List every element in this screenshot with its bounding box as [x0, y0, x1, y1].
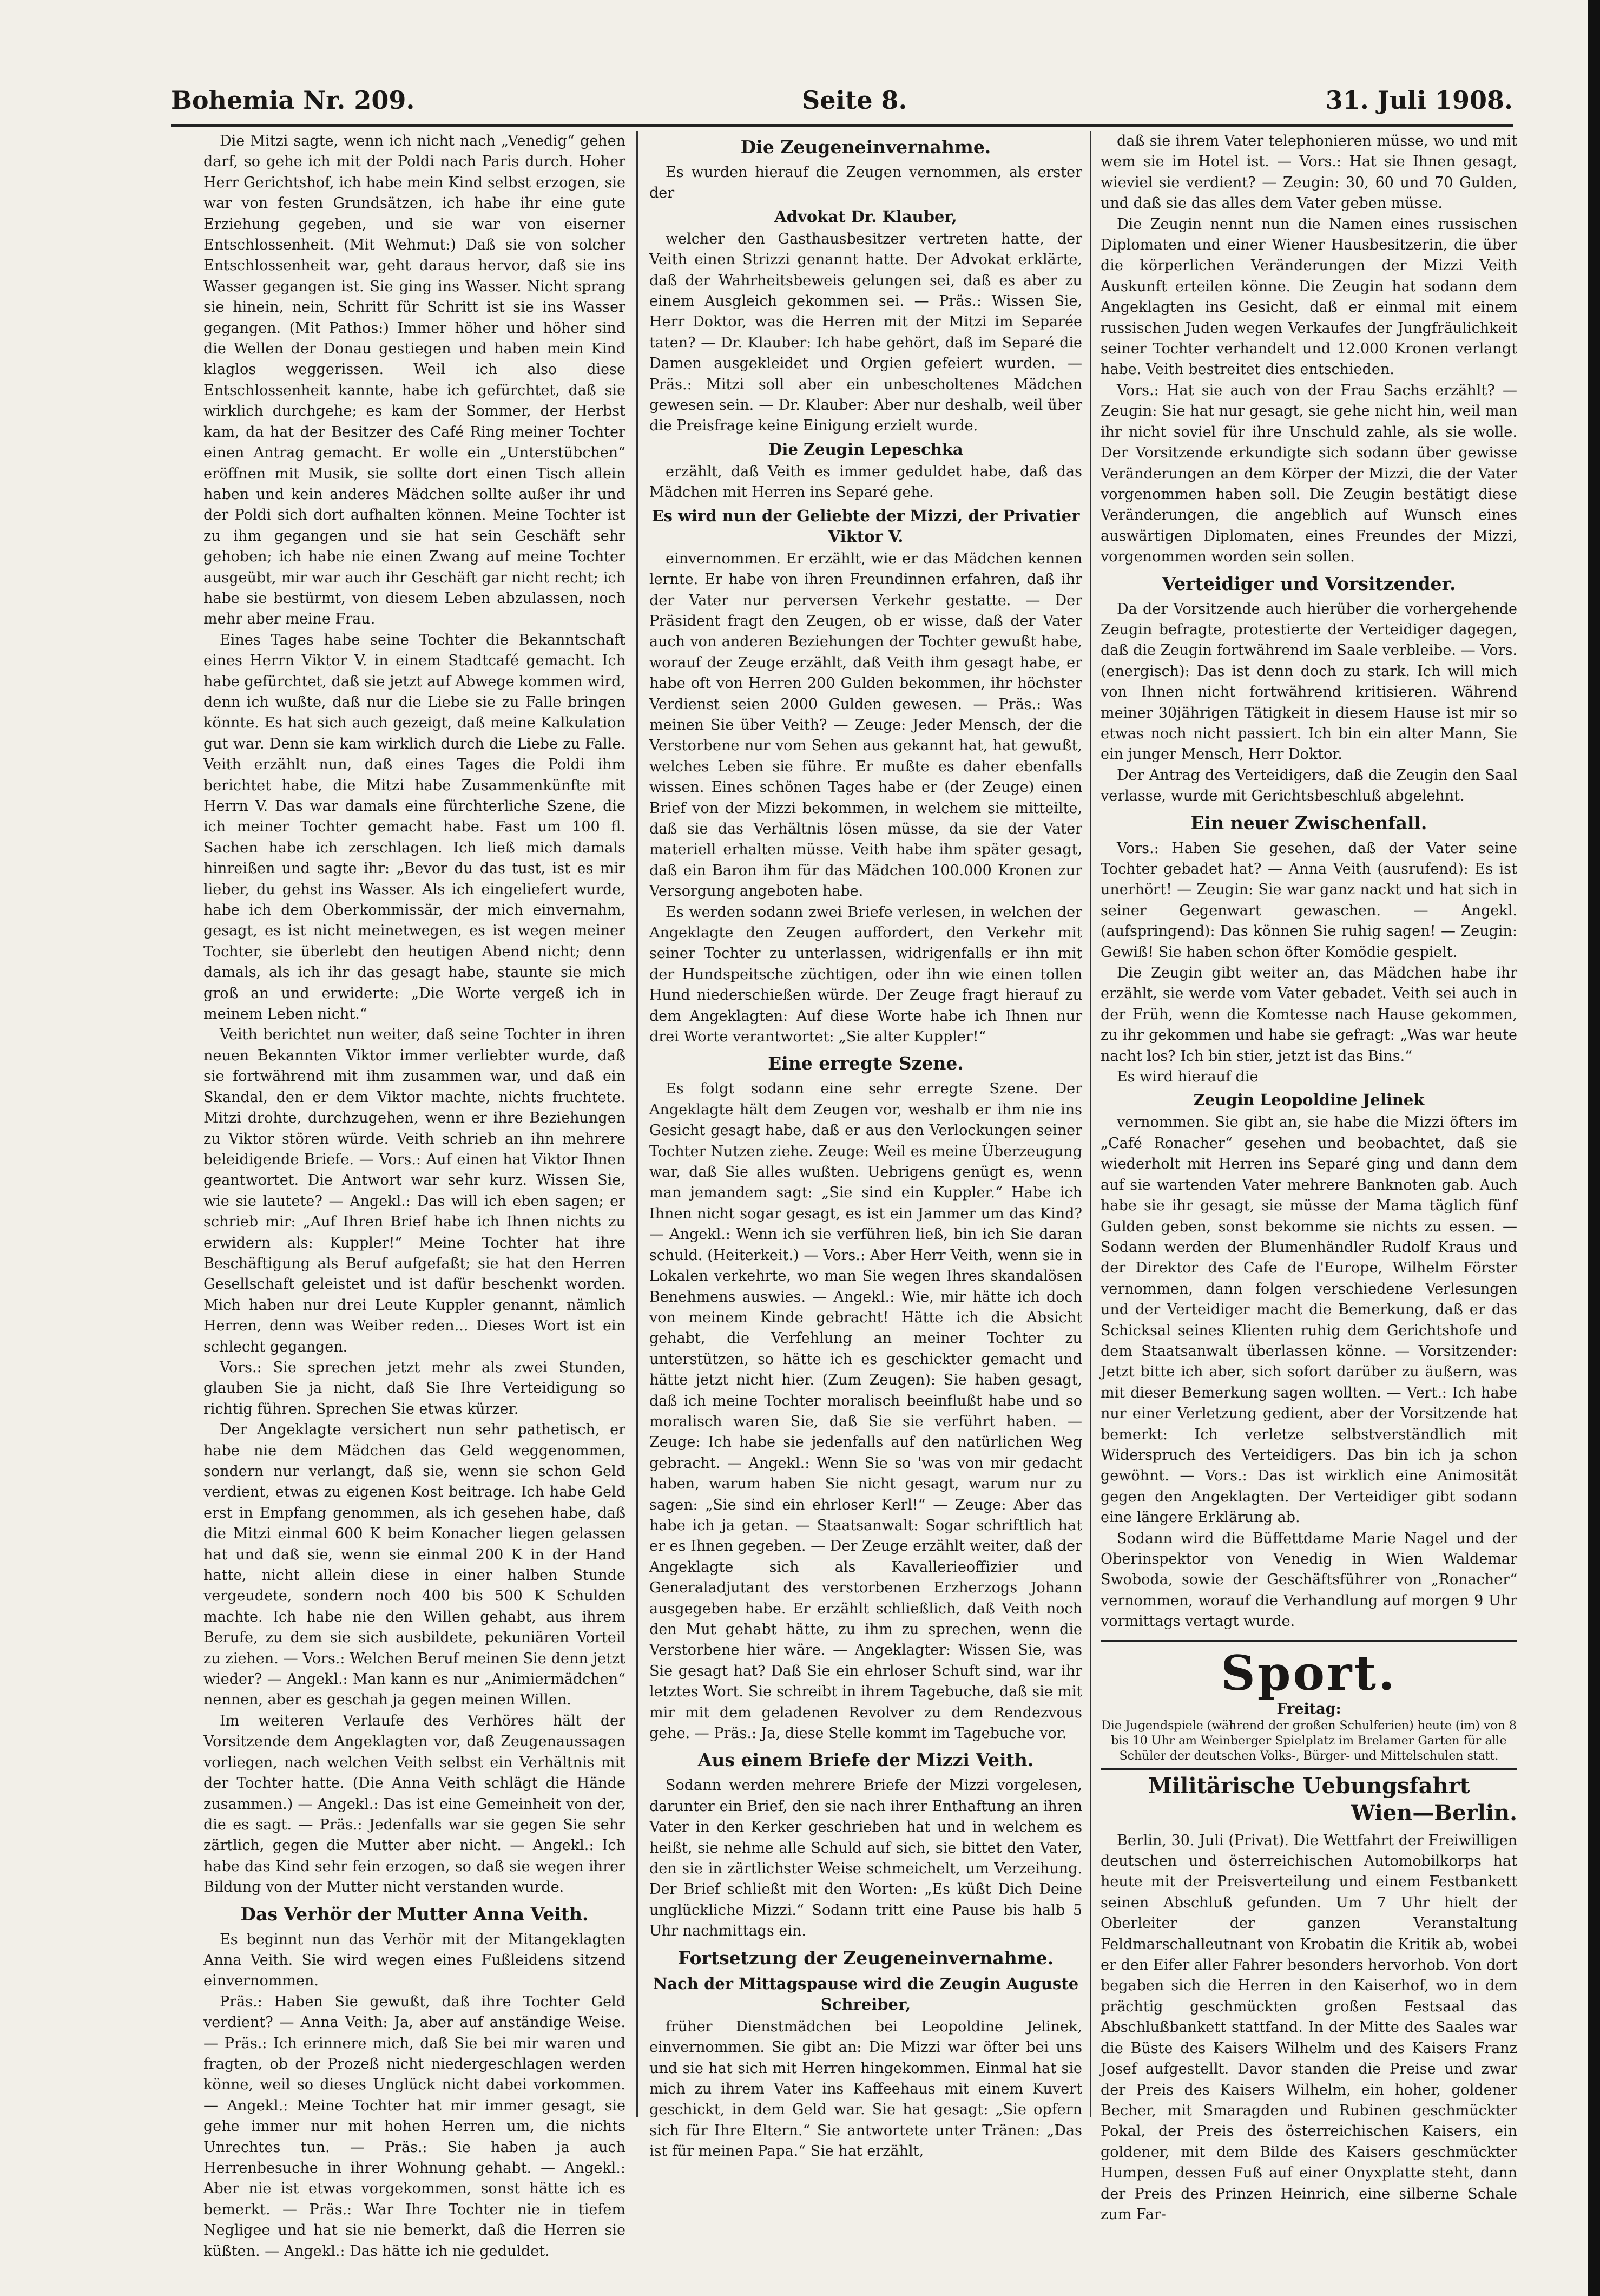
- paragraph: Eines Tages habe seine Tochter die Bekanntschaft eines Herrn Viktor V. in einem Stadtcafé gemacht. Ich habe gefürchtet, daß sie jetzt auf Abwege kommen wird, denn ich wußte, daß nur die Liebe sie zu Falle bringen könnte. Es hat sich auch gezeigt, daß meine Kalkulation gut war. Denn sie kam wirklich durch die Liebe zu Falle. Veith erzählt nun, daß eines Tages die Poldi ihm berichtet habe, die Mitzi habe Zusammenkünfte mit Herrn V. Das war damals eine fürchterliche Szene, die ich meiner Tochter gemacht habe. Fast um 100 fl. Sachen habe ich zerschlagen. Ich ließ mich damals hinreißen und sagte ihr: „Bevor du das tust, ist es mir lieber, du gehst ins Wasser. Als ich eingeliefert wurde, habe ich dem Oberkommissär, der mich einvernahm, gesagt, es ist nicht meinetwegen, es ist wegen meiner Tochter, sie überlebt den heutigen Abend nicht; denn damals, als ich ihr das gesagt habe, staunte sie mich groß an und erwiderte: „Die Worte vergeß ich in meinem Leben nicht.“: [203, 631, 625, 1023]
- paragraph: vernommen. Sie gibt an, sie habe die Mizzi öfters im „Café Ronacher“ gesehen und beobachtet, daß sie wiederholt mit Herren ins Separé ging und dann dem auf sie wartenden Vater mehrere Banknoten gab. Auch habe sie ihr gesagt, sie müsse der Mama täglich fünf Gulden geben, sonst bekomme sie nichts zu essen. — Sodann werden der Blumenhändler Rudolf Kraus und der Direktor des Cafe de l'Europe, Wilhelm Förster vernommen, dann folgen verschiedene Verlesungen und der Verteidiger macht die Bemerkung, daß er das Schicksal seines Klienten ruhig dem Gerichtshofe und dem Staatsanwalt überlassen könne. — Vorsitzender: Jetzt bitte ich aber, sich sofort darüber zu äußern, was mit dieser Bemerkung sagen wollten. — Vert.: Ich habe nur einer Verletzung gedient, aber der Vorsitzende hat bemerkt: Ich verletze selbstverständlich mit Widerspruch des Verteidigers. Das bin ich ja schon gewöhnt. — Vors.: Das ist wirklich eine Animosität gegen den Angeklagten. Der Verteidiger gibt sodann eine längere Erklärung ab.: [1101, 1114, 1517, 1526]
- witness-heading: Nach der Mittagspause wird die Zeugin Auguste Schreiber,: [653, 1974, 1079, 2013]
- page-header: [171, 81, 1513, 124]
- sport-subheading: Freitag:: [1276, 1700, 1341, 1717]
- column-3: [1101, 131, 1517, 2223]
- section-heading: Das Verhör der Mutter Anna Veith.: [240, 1903, 589, 1925]
- paragraph: früher Dienstmädchen bei Leopoldine Jelinek, einvernommen. Sie gibt an: Die Mizzi war öfter bei uns und sie hat sich mit Herren hingekommen. Einmal hat sie mich zu ihrem Vater ins Kaffeehaus mit einem Kuvert geschickt, in dem Geld war. Sie hat gesagt: „Sie opfern sich für Ihre Eltern.“ Sie antwortete unter Tränen: „Das ist für meinen Papa.“ Sie hat erzählt,: [649, 2018, 1082, 2160]
- section-heading: Fortsetzung der Zeugeneinvernahme.: [677, 1947, 1054, 1969]
- paragraph: Der Antrag des Verteidigers, daß die Zeugin den Saal verlasse, wurde mit Gerichtsbeschluß abgelehnt.: [1101, 766, 1517, 805]
- paragraph: Es wurden hierauf die Zeugen vernommen, als erster der: [649, 164, 1082, 202]
- paragraph: Es wird hierauf die: [1117, 1068, 1259, 1086]
- header-date: 31. Juli 1908.: [1325, 86, 1513, 115]
- sport-note: Die Jugendspiele (während der großen Schulferien) heute (im) von 8 bis 10 Uhr am Weinberger Spielplatz im Brelamer Garten für alle Schüler der deutschen Volks-, Bürger- und Mittelschulen statt.: [1101, 1718, 1517, 1763]
- paragraph: Es beginnt nun das Verhör mit der Mitangeklagten Anna Veith. Sie wird wegen eines Fußleidens sitzend einvernommen.: [203, 1931, 625, 1990]
- section-heading: Ein neuer Zwischenfall.: [1190, 812, 1427, 834]
- paragraph: Veith berichtet nun weiter, daß seine Tochter in ihren neuen Bekannten Viktor immer verliebter wurde, daß sie fortwährend mit ihm zusammen war, und daß ein Skandal, den er dem Viktor machte, nichts fruchtete. Mitzi drohte, durchzugehen, wenn er ihre Beziehungen zu Viktor stören würde. Veith schrieb an ihn mehrere beleidigende Briefe. — Vors.: Auf einen hat Viktor Ihnen geantwortet. Die Antwort war sehr kurz. Wissen Sie, wie sie lautete? — Angekl.: Das will ich eben sagen; er schrieb mir: „Auf Ihren Brief habe ich Ihnen nichts zu erwidern als: Kuppler!“ Meine Tochter hat ihre Beschäftigung als Beruf aufgefaßt; sie hat den Herren Gesellschaft geleistet und ist dafür beschenkt worden. Mich haben nur drei Leute Kuppler genannt, nämlich Herren, denn was Weiber reden... Dieses Wort ist ein schlecht gegangen.: [203, 1026, 625, 1355]
- article-heading-2: Wien—Berlin.: [1351, 1800, 1517, 1826]
- paragraph: Der Angeklagte versichert nun sehr pathetisch, er habe nie dem Mädchen das Geld weggenommen, sondern nur verlangt, daß sie, wenn sie schon Geld verdient, etwas zu eigenen Kost beitrage. Ich habe Geld erst in Empfang genommen, als ich gesehen habe, daß die Mitzi einmal 600 K beim Konacher liegen gelassen hat und daß sie, wenn sie einmal 200 K in der Hand hatte, nicht allein diese in einer halben Stunde vergeudete, sondern noch 400 bis 500 K Schulden machte. Ich habe nie den Willen gehabt, aus ihrem Berufe, zu dem sie sich ausbildete, pekuniären Vorteil zu ziehen. — Vors.: Welchen Beruf meinen Sie denn jetzt wieder? — Angekl.: Man kann es nur „Animiermädchen“ nennen, aber es geschah ja gegen meinen Willen.: [203, 1421, 625, 1709]
- scan-edge: [1588, 0, 1600, 2296]
- sport-title: Sport.: [1221, 1644, 1397, 1701]
- column-1: [203, 131, 625, 2260]
- header-page-number: Seite 8.: [802, 86, 907, 115]
- witness-heading: Die Zeugin Lepeschka: [768, 439, 963, 458]
- column-rule-1: [636, 131, 638, 2117]
- header-rule: [171, 124, 1513, 127]
- sport-section: [1101, 1640, 1517, 1770]
- paragraph: Die Zeugin gibt weiter an, das Mädchen habe ihr erzählt, sie werde vom Vater gebadet. Veith sei auch in der Früh, wenn die Komtesse nach Hause gekommen, zu ihr gekommen und habe sie gefragt: „Was war heute nacht los? Ich bin stier, jetzt ist das Bins.“: [1101, 965, 1517, 1065]
- witness-heading: Zeugin Leopoldine Jelinek: [1193, 1091, 1425, 1110]
- paragraph: Es werden sodann zwei Briefe verlesen, in welchen der Angeklagte den Zeugen auffordert, den Verkehr mit seiner Tochter zu unterlassen, widrigenfalls er ihn mit der Hundspeitsche züchtigen, oder ihn wie einen tollen Hund niederschießen würde. Der Zeuge fragt hierauf zu dem Angeklagten: Auf diese Worte habe ich Ihnen nur drei Worte verantwortet: „Sie alter Kuppler!“: [649, 903, 1082, 1046]
- paragraph: Die Zeugin nennt nun die Namen eines russischen Diplomaten und einer Wiener Hausbesitzerin, die über die körperlichen Veränderungen der Mizzi Veith Auskunft erteilen könne. Die Zeugin hat sodann dem Angeklagten ins Gesicht, daß er einmal mit einem russischen Juden wegen Verkaufes der Jungfräulichkeit seiner Tochter verhandelt und 12.000 Kronen verlangt habe. Veith bestreitet dies entschieden.: [1101, 215, 1517, 378]
- paragraph: Vors.: Sie sprechen jetzt mehr als zwei Stunden, glauben Sie ja nicht, daß Sie Ihre Verteidigung so richtig führen. Sprechen Sie etwas kürzer.: [203, 1359, 625, 1418]
- paragraph: einvernommen. Er erzählt, wie er das Mädchen kennen lernte. Er habe von ihren Freundinnen erfahren, daß ihr der Vater nur perversen Verkehr gestatte. — Der Präsident fragt den Zeugen, ob er wisse, daß der Vater auch von anderen Beziehungen der Tochter gewußt habe, worauf der Zeuge erzählt, daß Veith ihm gesagt habe, er habe oft von Herren 200 Gulden bekommen, ihr höchster Verdienst seien 2000 Gulden gewesen. — Präs.: Was meinen Sie über Veith? — Zeuge: Jeder Mensch, der die Verstorbene nur vom Sehen aus gekannt hat, hat gewußt, welches Leben sie führe. Er mußte es daher ebenfalls wissen. Eines schönen Tages habe er (der Zeuge) einen Brief von der Mizzi bekommen, in welchem sie mitteilte, daß sie das Verhältnis lösen müsse, da sie der Vater materiell erhalten müsse. Veith habe ihm später gesagt, daß ein Baron ihm für das Mädchen 100.000 Kronen zur Versorgung angeboten habe.: [649, 550, 1082, 900]
- paragraph: Es folgt sodann eine sehr erregte Szene. Der Angeklagte hält dem Zeugen vor, weshalb er ihm nie ins Gesicht gesagt habe, daß er aus den Verlockungen seiner Tochter Nutzen ziehe. Zeuge: Weil es meine Überzeugung war, daß Sie alles wußten. Uebrigens genügt es, wenn man jemandem sagt: „Sie sind ein Kuppler.“ Habe ich Ihnen nicht sogar gesagt, es ist ein Jammer um das Kind? — Angekl.: Wenn ich sie verführen ließ, bin ich Sie daran schuld. (Heiterkeit.) — Vors.: Aber Herr Veith, wenn sie in Lokalen verkehrte, wo man Sie wegen Ihres skandalösen Benehmens auswies. — Angekl.: Wie, mir hätte ich doch von meinem Kinde gebracht! Hätte ich die Absicht gehabt, die Verfehlung an meiner Tochter zu unterstützen, so hätte ich es geschickter gemacht und hätte jetzt nicht hier. (Zum Zeugen): Sie haben gesagt, daß ich meine Tochter moralisch beeinflußt habe und so moralisch waren Sie, daß Sie sie verführt haben. — Zeuge: Ich habe sie jedenfalls auf den natürlichen Weg gebracht. — Angekl.: Wenn Sie so 'was von mir gedacht haben, warum haben Sie nicht gesagt, warum nur zu sagen: „Sie sind ein ehrloser Kerl!“ — Zeuge: Aber das habe ich ja getan. — Staatsanwalt: Sogar schriftlich hat er es Ihnen gegeben. — Der Zeuge erzählt weiter, daß der Angeklagte sich als Kavallerieoffizier und Generaladjutant des verstorbenen Erzherzogs Johann ausgegeben habe. Er erzählt schließlich, daß Veith noch den Mut gehabt hätte, zu ihm zu sprechen, wenn die Verstorbene hier wäre. — Angeklagter: Wissen Sie, was Sie gesagt hat? Daß Sie ein ehrloser Schuft sind, war ihr letztes Wort. Sie schreibt in ihrem Tagebuche, daß sie mit mir mit dem geladenen Revolver zu dem Rendezvous gehe. — Präs.: Ja, diese Stelle kommt im Tagebuche vor.: [649, 1080, 1082, 1742]
- paragraph: Vors.: Haben Sie gesehen, daß der Vater seine Tochter gebadet hat? — Anna Veith (ausrufend): Es ist unerhört! — Zeugin: Sie war ganz nackt und hat sich in seiner Gegenwart gewaschen. — Angekl. (aufspringend): Das können Sie ruhig sagen! — Zeugin: Gewiß! Sie haben schon öfter Komödie gespielt.: [1101, 839, 1517, 961]
- witness-heading: Es wird nun der Geliebte der Mizzi, der Privatier Viktor V.: [651, 506, 1080, 546]
- paragraph: Die Mitzi sagte, wenn ich nicht nach „Venedig“ gehen darf, so gehe ich mit der Poldi nach Paris durch. Hoher Herr Gerichtshof, ich habe mein Kind selbst erzogen, sie war von festen Grundsätzen, ich habe ihr eine gute Erziehung gegeben, und sie war von eiserner Entschlossenheit. (Mit Wehmut:) Daß sie von solcher Entschlossenheit war, geht daraus hervor, daß sie ins Wasser gegangen ist. Sie ging ins Wasser. Nicht sprang sie hinein, nein, Schritt für Schritt ist sie ins Wasser gegangen. (Mit Pathos:) Immer höher und höher sind die Wellen der Donau gestiegen und haben mein Kind klaglos weggerissen. Weil ich also diese Entschlossenheit kannte, habe ich gefürchtet, daß sie wirklich durchgehe; es kam der Sommer, der Herbst kam, da hat der Besitzer des Café Ring meiner Tochter einen Antrag gemacht. Er wolle ein „Unterstübchen“ eröffnen mit Musik, sie sollte dort einen Tisch allein haben und kein anderes Mädchen sollte außer ihr und der Poldi sich dort aufhalten können. Meine Tochter ist zu ihm gegangen und sie hat sein Geschäft sehr gehoben; ich habe nie einen Zwang auf meine Tochter ausgeübt, mir war auch ihr Geschäft gar nicht recht; ich habe sie bestürmt, von diesem Leben abzulassen, noch mehr aber meine Frau.: [203, 133, 625, 628]
- paragraph: Berlin, 30. Juli (Privat). Die Wettfahrt der Freiwilligen deutschen und österreichischen Automobilkorps hat heute mit der Preisverteilung und einem Festbankett seinen Abschluß gefunden. Um 7 Uhr hielt der Oberleiter der ganzen Veranstaltung Feldmarschalleutnant von Krobatin die Kritik ab, wobei er den Eifer aller Fahrer besonders hervorhob. Von dort begaben sich die Herren in den Kaiserhof, wo in dem prächtig geschmückten großen Festsaal das Abschlußbankett stattfand. In der Mitte des Saales war die Büste des Kaisers Wilhelm und des Kaisers Franz Josef aufgestellt. Davor standen die Preise und zwar der Preis des Kaisers Wilhelm, ein hoher, goldener Becher, mit Smaragden und Rubinen geschmückter Pokal, der Preis des österreichischen Kaisers, ein goldener, mit dem Bilde des Kaisers geschmückter Humpen, dessen Fuß auf einer Onyxplatte steht, dann der Preis des Prinzen Heinrich, eine silberne Schale zum Far-: [1101, 1832, 1517, 2223]
- paragraph: Sodann wird die Büffettdame Marie Nagel und der Oberinspektor von Venedig in Wien Waldemar Swoboda, sowie der Geschäftsführer von „Ronacher“ vernommen, worauf die Verhandlung auf morgen 9 Uhr vormittags vertagt wurde.: [1101, 1530, 1517, 1630]
- paragraph: welcher den Gasthausbesitzer vertreten hatte, der Veith einen Strizzi genannt hatte. Der Advokat erklärte, daß der Wahrheitsbeweis gelungen sei, daß es aber zu einem Ausgleich gekommen sei. — Präs.: Wissen Sie, Herr Doktor, was die Herren mit der Mitzi im Separée taten? — Dr. Klauber: Ich habe gehört, daß im Separé die Damen ausgekleidet und Orgien gefeiert wurden. — Präs.: Mitzi soll aber ein unbescholtenes Mädchen gewesen sein. — Dr. Klauber: Aber nur deshalb, weil über die Preisfrage keine Einigung erzielt wurde.: [649, 230, 1082, 435]
- column-2: [649, 131, 1082, 2160]
- witness-heading: Advokat Dr. Klauber,: [774, 207, 957, 226]
- paragraph: Im weiteren Verlaufe des Verhöres hält der Vorsitzende dem Angeklagten vor, daß Zeugenaussagen vorliegen, nach welchen Veith selbst ein Verhältnis mit der Tochter hatte. (Die Anna Veith schlägt die Hände zusammen.) — Angekl.: Das ist eine Gemeinheit von der, die es sagt. — Präs.: Jedenfalls war sie gegen Sie sehr zärtlich, gegen die Mutter aber nicht. — Angekl.: Ich habe das Kind sehr fein erzogen, so daß sie wegen ihrer Bildung von der Mutter nicht verstanden wurde.: [203, 1712, 625, 1896]
- section-heading: Eine erregte Szene.: [768, 1053, 964, 1074]
- column-rule-2: [1090, 131, 1091, 2117]
- paragraph: Präs.: Haben Sie gewußt, daß ihre Tochter Geld verdient? — Anna Veith: Ja, aber auf anständige Weise. — Präs.: Ich erinnere mich, daß Sie bei mir waren und fragten, ob der Prozeß nicht niedergeschlagen werden könne, weil so dieses Unglück nicht dabei vorkommen. — Angekl.: Meine Tochter hat mir immer gesagt, sie gehe immer nur mit hohen Herren um, die nichts Unrechtes tun. — Präs.: Sie haben ja auch Herrenbesuche in ihrer Wohnung gehabt. — Angekl.: Aber nie ist etwas vorgekommen, sonst hätte ich es bemerkt. — Präs.: War Ihre Tochter nie in tiefem Negligee und hat sie nie bemerkt, daß die Herren sie küßten. — Angekl.: Das hätte ich nie geduldet.: [203, 1993, 625, 2260]
- section-heading: Aus einem Briefe der Mizzi Veith.: [697, 1749, 1034, 1771]
- section-heading: Die Zeugeneinvernahme.: [740, 136, 991, 158]
- paragraph: Da der Vorsitzende auch hierüber die vorhergehende Zeugin befragte, protestierte der Verteidiger dagegen, daß die Zeugin fortwährend im Saale verbleibe. — Vors. (energisch): Das ist denn doch zu stark. Ich will mich von Ihnen nicht fortwährend kritisieren. Während meiner 30jährigen Tätigkeit in diesem Hause ist mir so etwas noch nicht passiert. Ich bin ein alter Mann, Sie ein junger Mensch, Herr Doktor.: [1101, 600, 1517, 763]
- paragraph: Vors.: Hat sie auch von der Frau Sachs erzählt? — Zeugin: Sie hat nur gesagt, sie gehe nicht hin, weil man ihr nicht soviel für ihre Unschuld zahle, als sie wolle. Der Vorsitzende erkundigte sich sodann über gewisse Veränderungen an dem Körper der Mizzi, die der Vater vorgenommen haben soll. Die Zeugin bestätigt diese Veränderungen, die angeblich auf Wunsch eines auswärtigen Diplomaten, eines Freundes der Mizzi, vorgenommen worden sein sollen.: [1101, 382, 1517, 566]
- section-heading: Verteidiger und Vorsitzender.: [1162, 573, 1456, 594]
- paragraph: Sodann werden mehrere Briefe der Mizzi vorgelesen, darunter ein Brief, den sie nach ihrer Enthaftung an ihren Vater in den Kerker geschrieben hat und in welchem es heißt, sie nehme alle Schuld auf sich, sie bittet den Vater, den sie in zärtlichster Weise schmeichelt, um Verzeihung. Der Brief schließt mit den Worten: „Es küßt Dich Deine unglückliche Mizzi.“ Sodann tritt eine Pause bis halb 5 Uhr nachmittags ein.: [649, 1777, 1082, 1940]
- paragraph: daß sie ihrem Vater telephonieren müsse, wo und mit wem sie im Hotel ist. — Vors.: Hat sie Ihnen gesagt, wieviel sie verdient? — Zeugin: 30, 60 und 70 Gulden, und daß sie das alles dem Vater geben müsse.: [1101, 133, 1517, 212]
- header-masthead: Bohemia Nr. 209.: [171, 86, 415, 115]
- article-heading: Militärische Uebungsfahrt: [1148, 1773, 1470, 1799]
- paragraph: erzählt, daß Veith es immer geduldet habe, daß das Mädchen mit Herren ins Separé gehe.: [649, 463, 1082, 501]
